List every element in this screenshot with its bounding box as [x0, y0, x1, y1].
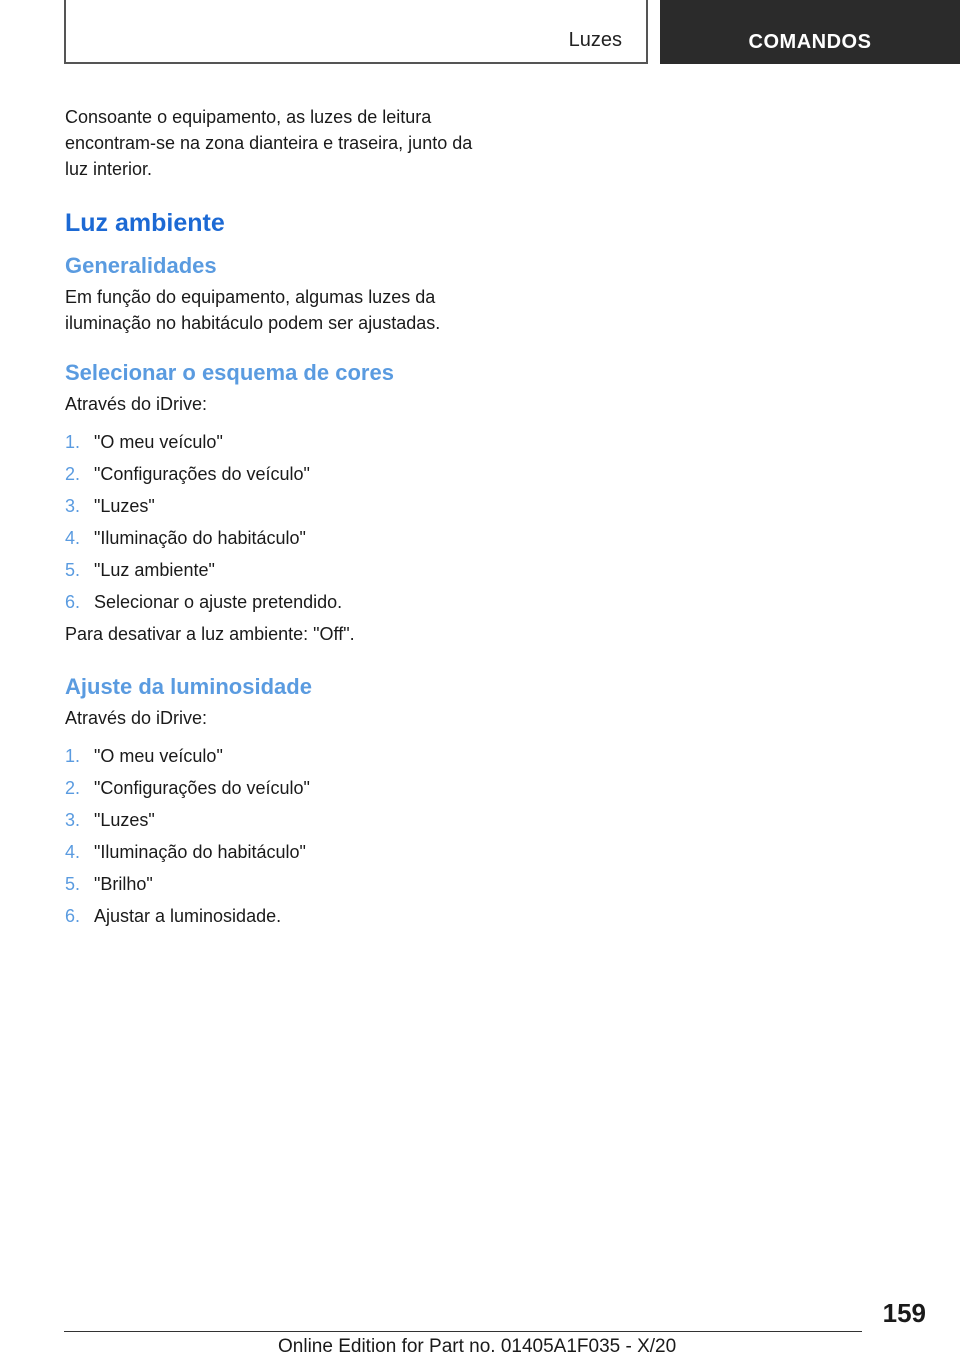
header-section-box [64, 0, 648, 64]
step-number: 4. [65, 528, 81, 548]
brightness-steps [65, 743, 485, 935]
step-number: 2. [65, 778, 81, 798]
list-item [65, 871, 485, 903]
brightness-lead: Através do iDrive: [65, 708, 208, 728]
step-number: 6. [65, 906, 81, 926]
step-number: 5. [65, 874, 81, 894]
footer-divider [64, 1331, 862, 1332]
step-number: 6. [65, 592, 81, 612]
list-item [65, 493, 485, 525]
step-text: Selecionar o ajuste pretendido. [94, 592, 343, 612]
list-item [65, 589, 485, 621]
step-text: "Iluminação do habitáculo" [94, 842, 306, 862]
step-text: "O meu veículo" [94, 746, 223, 766]
page-content [65, 104, 485, 935]
heading-color-scheme: Selecionar o esquema de cores [65, 360, 394, 385]
step-number: 1. [65, 432, 81, 452]
color-scheme-note: Para desativar a luz ambiente: "Off". [65, 624, 355, 644]
step-number: 5. [65, 560, 81, 580]
general-paragraph: Em função do equipamento, algumas luzes da iluminação no habitáculo podem ser ajustadas. [65, 287, 441, 333]
step-number: 3. [65, 496, 81, 516]
list-item [65, 461, 485, 493]
step-text: "Brilho" [94, 874, 153, 894]
intro-paragraph: Consoante o equipamento, as luzes de leitura encontram-se na zona dianteira e traseira, junto da luz interior. [65, 107, 473, 179]
list-item [65, 429, 485, 461]
step-number: 4. [65, 842, 81, 862]
list-item [65, 557, 485, 589]
heading-luz-ambiente: Luz ambiente [65, 209, 225, 237]
step-text: "Luzes" [94, 496, 155, 516]
page-number: 159 [882, 1298, 926, 1328]
heading-generalidades: Generalidades [65, 253, 217, 278]
step-number: 2. [65, 464, 81, 484]
step-text: "Luzes" [94, 810, 155, 830]
color-scheme-steps [65, 429, 485, 621]
chapter-tab [660, 0, 960, 64]
step-number: 3. [65, 810, 81, 830]
section-title: Luzes [568, 29, 622, 51]
chapter-title: COMANDOS [748, 31, 872, 53]
step-number: 1. [65, 746, 81, 766]
step-text: "Iluminação do habitáculo" [94, 528, 306, 548]
list-item [65, 839, 485, 871]
list-item [65, 807, 485, 839]
color-scheme-lead: Através do iDrive: [65, 394, 208, 414]
step-text: "Luz ambiente" [94, 560, 215, 580]
step-text: Ajustar a luminosidade. [94, 906, 282, 926]
list-item [65, 775, 485, 807]
list-item [65, 743, 485, 775]
heading-brightness: Ajuste da luminosidade [65, 674, 312, 699]
list-item [65, 903, 485, 935]
step-text: "Configurações do veículo" [94, 778, 310, 798]
step-text: "O meu veículo" [94, 432, 223, 452]
step-text: "Configurações do veículo" [94, 464, 310, 484]
footer-edition: Online Edition for Part no. 01405A1F035 - X/20 [278, 1336, 677, 1357]
list-item [65, 525, 485, 557]
